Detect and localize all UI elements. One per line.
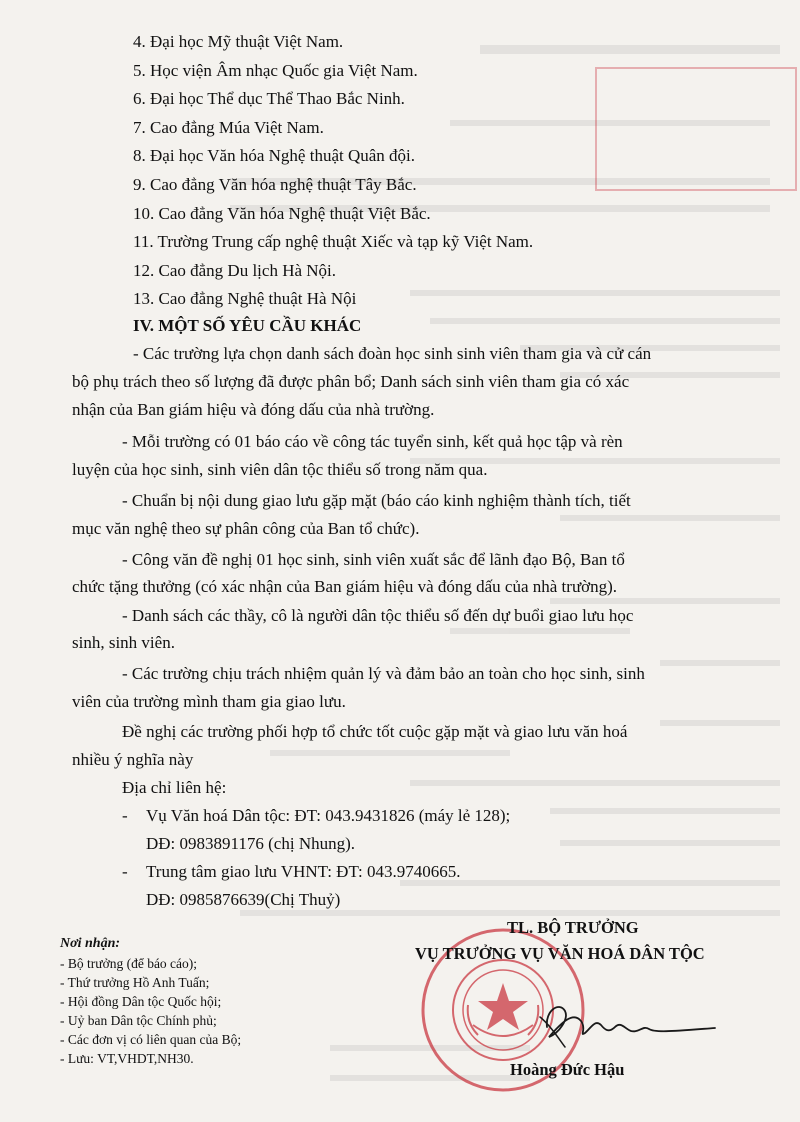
school-list-item: 10. Cao đẳng Văn hóa Nghệ thuật Việt Bắc.	[133, 204, 431, 223]
requirement-line: sinh, sinh viên.	[72, 633, 175, 652]
signature-position: VỤ TRƯỞNG VỤ VĂN HOÁ DÂN TỘC	[415, 944, 705, 963]
school-list-item: 6. Đại học Thể dục Thể Thao Bắc Ninh.	[133, 89, 405, 108]
contact-line: DĐ: 0983891176 (chị Nhung).	[146, 834, 356, 853]
school-list-item: 9. Cao đẳng Văn hóa nghệ thuật Tây Bắc.	[133, 175, 417, 194]
recipient-item: - Thứ trưởng Hồ Anh Tuấn;	[60, 975, 210, 990]
recipient-item: - Hội đồng Dân tộc Quốc hội;	[60, 994, 222, 1009]
school-list-item: 11. Trường Trung cấp nghệ thuật Xiếc và tạp kỹ Việt Nam.	[133, 232, 534, 251]
handwritten-signature	[525, 995, 720, 1050]
requirement-line: luyện của học sinh, sinh viên dân tộc thiểu số trong năm qua.	[72, 460, 488, 479]
requirement-line: nhận của Ban giám hiệu và đóng dấu của nhà trường.	[72, 400, 435, 419]
requirement-line: - Công văn đề nghị 01 học sinh, sinh viên xuất sắc để lãnh đạo Bộ, Ban tổ	[122, 550, 625, 569]
contact-bullet: -	[122, 862, 128, 881]
contact-line: Trung tâm giao lưu VHNT: ĐT: 043.9740665.	[146, 862, 461, 881]
school-list-item: 13. Cao đẳng Nghệ thuật Hà Nội	[133, 289, 357, 308]
closing-line: Đề nghị các trường phối hợp tổ chức tốt cuộc gặp mặt và giao lưu văn hoá	[122, 722, 628, 741]
recipient-item: - Bộ trưởng (để báo cáo);	[60, 956, 198, 971]
requirement-line: mục văn nghệ theo sự phân công của Ban tổ chức).	[72, 519, 420, 538]
requirement-line: - Mỗi trường có 01 báo cáo về công tác tuyển sinh, kết quả học tập và rèn	[122, 432, 623, 451]
contacts-heading: Địa chỉ liên hệ:	[122, 778, 227, 797]
school-list-item: 4. Đại học Mỹ thuật Việt Nam.	[133, 32, 344, 51]
requirement-line: chức tặng thưởng (có xác nhận của Ban giám hiệu và đóng dấu của nhà trường).	[72, 577, 618, 596]
requirement-line: - Các trường lựa chọn danh sách đoàn học sinh sinh viên tham gia và cử cán	[133, 344, 652, 363]
contact-bullet: -	[122, 806, 128, 825]
contact-line: DĐ: 0985876639(Chị Thuỷ)	[146, 890, 341, 909]
recipient-item: - Uỷ ban Dân tộc Chính phủ;	[60, 1013, 217, 1028]
requirement-line: - Các trường chịu trách nhiệm quản lý và đảm bảo an toàn cho học sinh, sinh	[122, 664, 645, 683]
signer-name: Hoàng Đức Hậu	[510, 1060, 625, 1079]
school-list-item: 5. Học viện Âm nhạc Quốc gia Việt Nam.	[133, 61, 418, 80]
school-list-item: 7. Cao đẳng Múa Việt Nam.	[133, 118, 324, 137]
school-list-item: 12. Cao đẳng Du lịch Hà Nội.	[133, 261, 337, 280]
signature-title: TL. BỘ TRƯỞNG	[507, 918, 639, 937]
contact-line: Vụ Văn hoá Dân tộc: ĐT: 043.9431826 (máy lẻ 128);	[146, 806, 511, 825]
requirement-line: - Danh sách các thầy, cô là người dân tộc thiểu số đến dự buổi giao lưu học	[122, 606, 634, 625]
recipients-title: Nơi nhận:	[60, 936, 121, 951]
requirement-line: - Chuẩn bị nội dung giao lưu gặp mặt (báo cáo kinh nghiệm thành tích, tiết	[122, 491, 631, 510]
school-list-item: 8. Đại học Văn hóa Nghệ thuật Quân đội.	[133, 146, 416, 165]
recipient-item: - Các đơn vị có liên quan của Bộ;	[60, 1032, 242, 1047]
requirement-line: bộ phụ trách theo số lượng đã được phân bổ; Danh sách sinh viên tham gia có xác	[72, 372, 630, 391]
requirement-line: viên của trường mình tham gia giao lưu.	[72, 692, 346, 711]
section-heading: IV. MỘT SỐ YÊU CẦU KHÁC	[133, 316, 362, 335]
closing-line: nhiều ý nghĩa này	[72, 750, 194, 769]
recipient-item: - Lưu: VT,VHDT,NH30.	[60, 1051, 194, 1066]
